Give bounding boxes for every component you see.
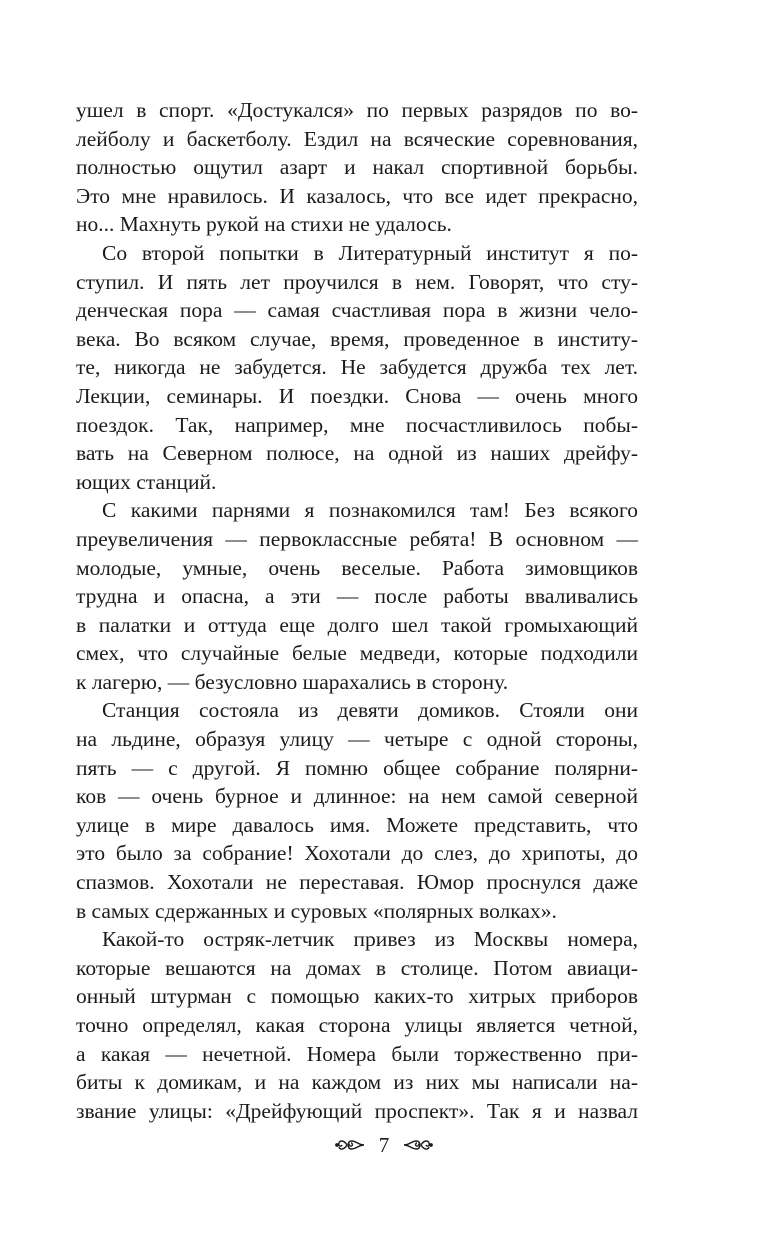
text-line: пять — с другой. Я помню общее собрание полярни-	[76, 755, 638, 780]
text-line: трудна и опасна, а эти — после работы вваливались	[76, 584, 638, 609]
text-line: ков — очень бурное и длинное: на нем самой северной	[76, 784, 638, 809]
book-page-text	[76, 96, 638, 1125]
text-line: Какой-то остряк-летчик привез из Москвы номера,	[102, 927, 638, 952]
text-line: а какая — нечетной. Номера были торжественно при-	[76, 1041, 638, 1066]
text-line: улице в мире давалось имя. Можете представить, что	[76, 812, 638, 837]
text-line: преувеличения — первоклассные ребята! В основном —	[76, 526, 638, 551]
page-number: 7	[378, 1132, 390, 1157]
text-line: к лагерю, — безусловно шарахались в сторону.	[76, 669, 509, 694]
text-line: ющих станций.	[76, 469, 217, 494]
text-line: Это мне нравилось. И казалось, что все идет прекрасно,	[76, 183, 638, 208]
text-line: вать на Северном полюсе, на одной из наших дрейфу-	[76, 441, 638, 466]
right-ornament-icon	[403, 1136, 433, 1154]
text-line: Лекции, семинары. И поездки. Снова — очень много	[76, 383, 638, 408]
text-line: ушел в спорт. «Достукался» по первых разрядов по во-	[76, 98, 638, 122]
text-line: звание улицы: «Дрейфующий проспект». Так я и назвал	[76, 1098, 638, 1123]
text-line: это было за собрание! Хохотали до слез, до хрипоты, до	[76, 841, 638, 866]
text-line: поездок. Так, например, мне посчастливилось побы-	[76, 412, 638, 437]
text-line: молодые, умные, очень веселые. Работа зимовщиков	[76, 555, 638, 580]
text-line: Станция состояла из девяти домиков. Стояли они	[102, 698, 638, 723]
left-ornament-icon	[335, 1136, 365, 1154]
text-line: лейболу и баскетболу. Ездил на всяческие соревнования,	[76, 126, 638, 151]
page-footer	[0, 1130, 768, 1160]
text-line: денческая пора — самая счастливая пора в жизни чело-	[76, 298, 638, 323]
text-line: С какими парнями я познакомился там! Без всякого	[102, 498, 638, 523]
text-line: те, никогда не забудется. Не забудется дружба тех лет.	[76, 355, 638, 380]
text-line: в самых сдержанных и суровых «полярных волках».	[76, 898, 557, 923]
text-line: ступил. И пять лет проучился в нем. Говорят, что сту-	[76, 269, 638, 294]
text-line: которые вешаются на домах в столице. Потом авиаци-	[76, 955, 638, 980]
text-line: на льдине, образуя улицу — четыре с одной стороны,	[76, 727, 638, 752]
text-line: смех, что случайные белые медведи, которые подходили	[76, 641, 638, 666]
text-line: века. Во всяком случае, время, проведенное в институ-	[76, 326, 638, 351]
text-line: Со второй попытки в Литературный институт я по-	[102, 240, 638, 265]
text-line: но... Махнуть рукой на стихи не удалось.	[76, 212, 452, 237]
text-line: биты к домикам, и на каждом из них мы написали на-	[76, 1070, 638, 1095]
text-line: онный штурман с помощью каких-то хитрых приборов	[76, 984, 638, 1009]
text-line: в палатки и оттуда еще долго шел такой громыхающий	[76, 612, 638, 637]
text-line: полностью ощутил азарт и накал спортивной борьбы.	[76, 155, 638, 180]
text-line: точно определял, какая сторона улицы является четной,	[76, 1013, 638, 1037]
text-line: спазмов. Хохотали не переставая. Юмор проснулся даже	[76, 870, 638, 895]
